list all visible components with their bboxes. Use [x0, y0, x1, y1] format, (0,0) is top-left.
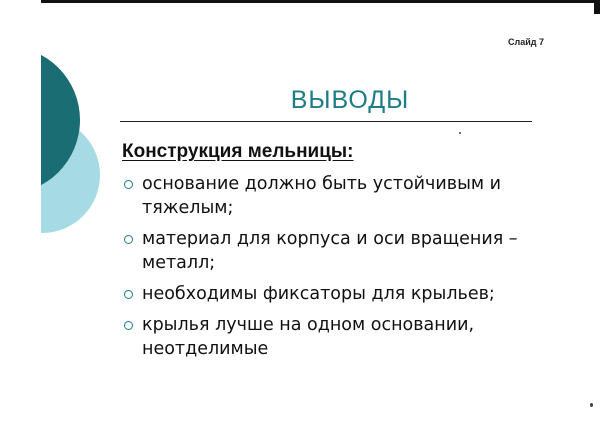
- corner-mark: [594, 0, 600, 14]
- circle-bullet-icon: [124, 180, 133, 189]
- list-item-text: материал для корпуса и оси вращения – металл;: [142, 229, 518, 273]
- list-item-text: крылья лучше на одном основании, неотделимые: [142, 315, 475, 359]
- slide-title: ВЫВОДЫ: [290, 86, 410, 114]
- scan-speck: [459, 132, 461, 134]
- circle-bullet-icon: [124, 290, 133, 299]
- decorative-circles: [0, 0, 140, 260]
- list-item-text: необходимы фиксаторы для крыльев;: [142, 284, 495, 304]
- circle-bullet-icon: [124, 321, 133, 330]
- conclusions-list: [122, 172, 542, 368]
- list-item: [122, 227, 542, 275]
- slide-number: Слайд 7: [508, 37, 544, 47]
- title-divider: [120, 121, 532, 122]
- list-item: [122, 172, 542, 220]
- section-heading: Конструкция мельницы:: [122, 141, 354, 162]
- scan-speck: [590, 403, 593, 407]
- list-item: [122, 282, 542, 306]
- list-item: [122, 313, 542, 361]
- circle-bullet-icon: [124, 235, 133, 244]
- list-item-text: основание должно быть устойчивым и тяжелым;: [142, 174, 502, 218]
